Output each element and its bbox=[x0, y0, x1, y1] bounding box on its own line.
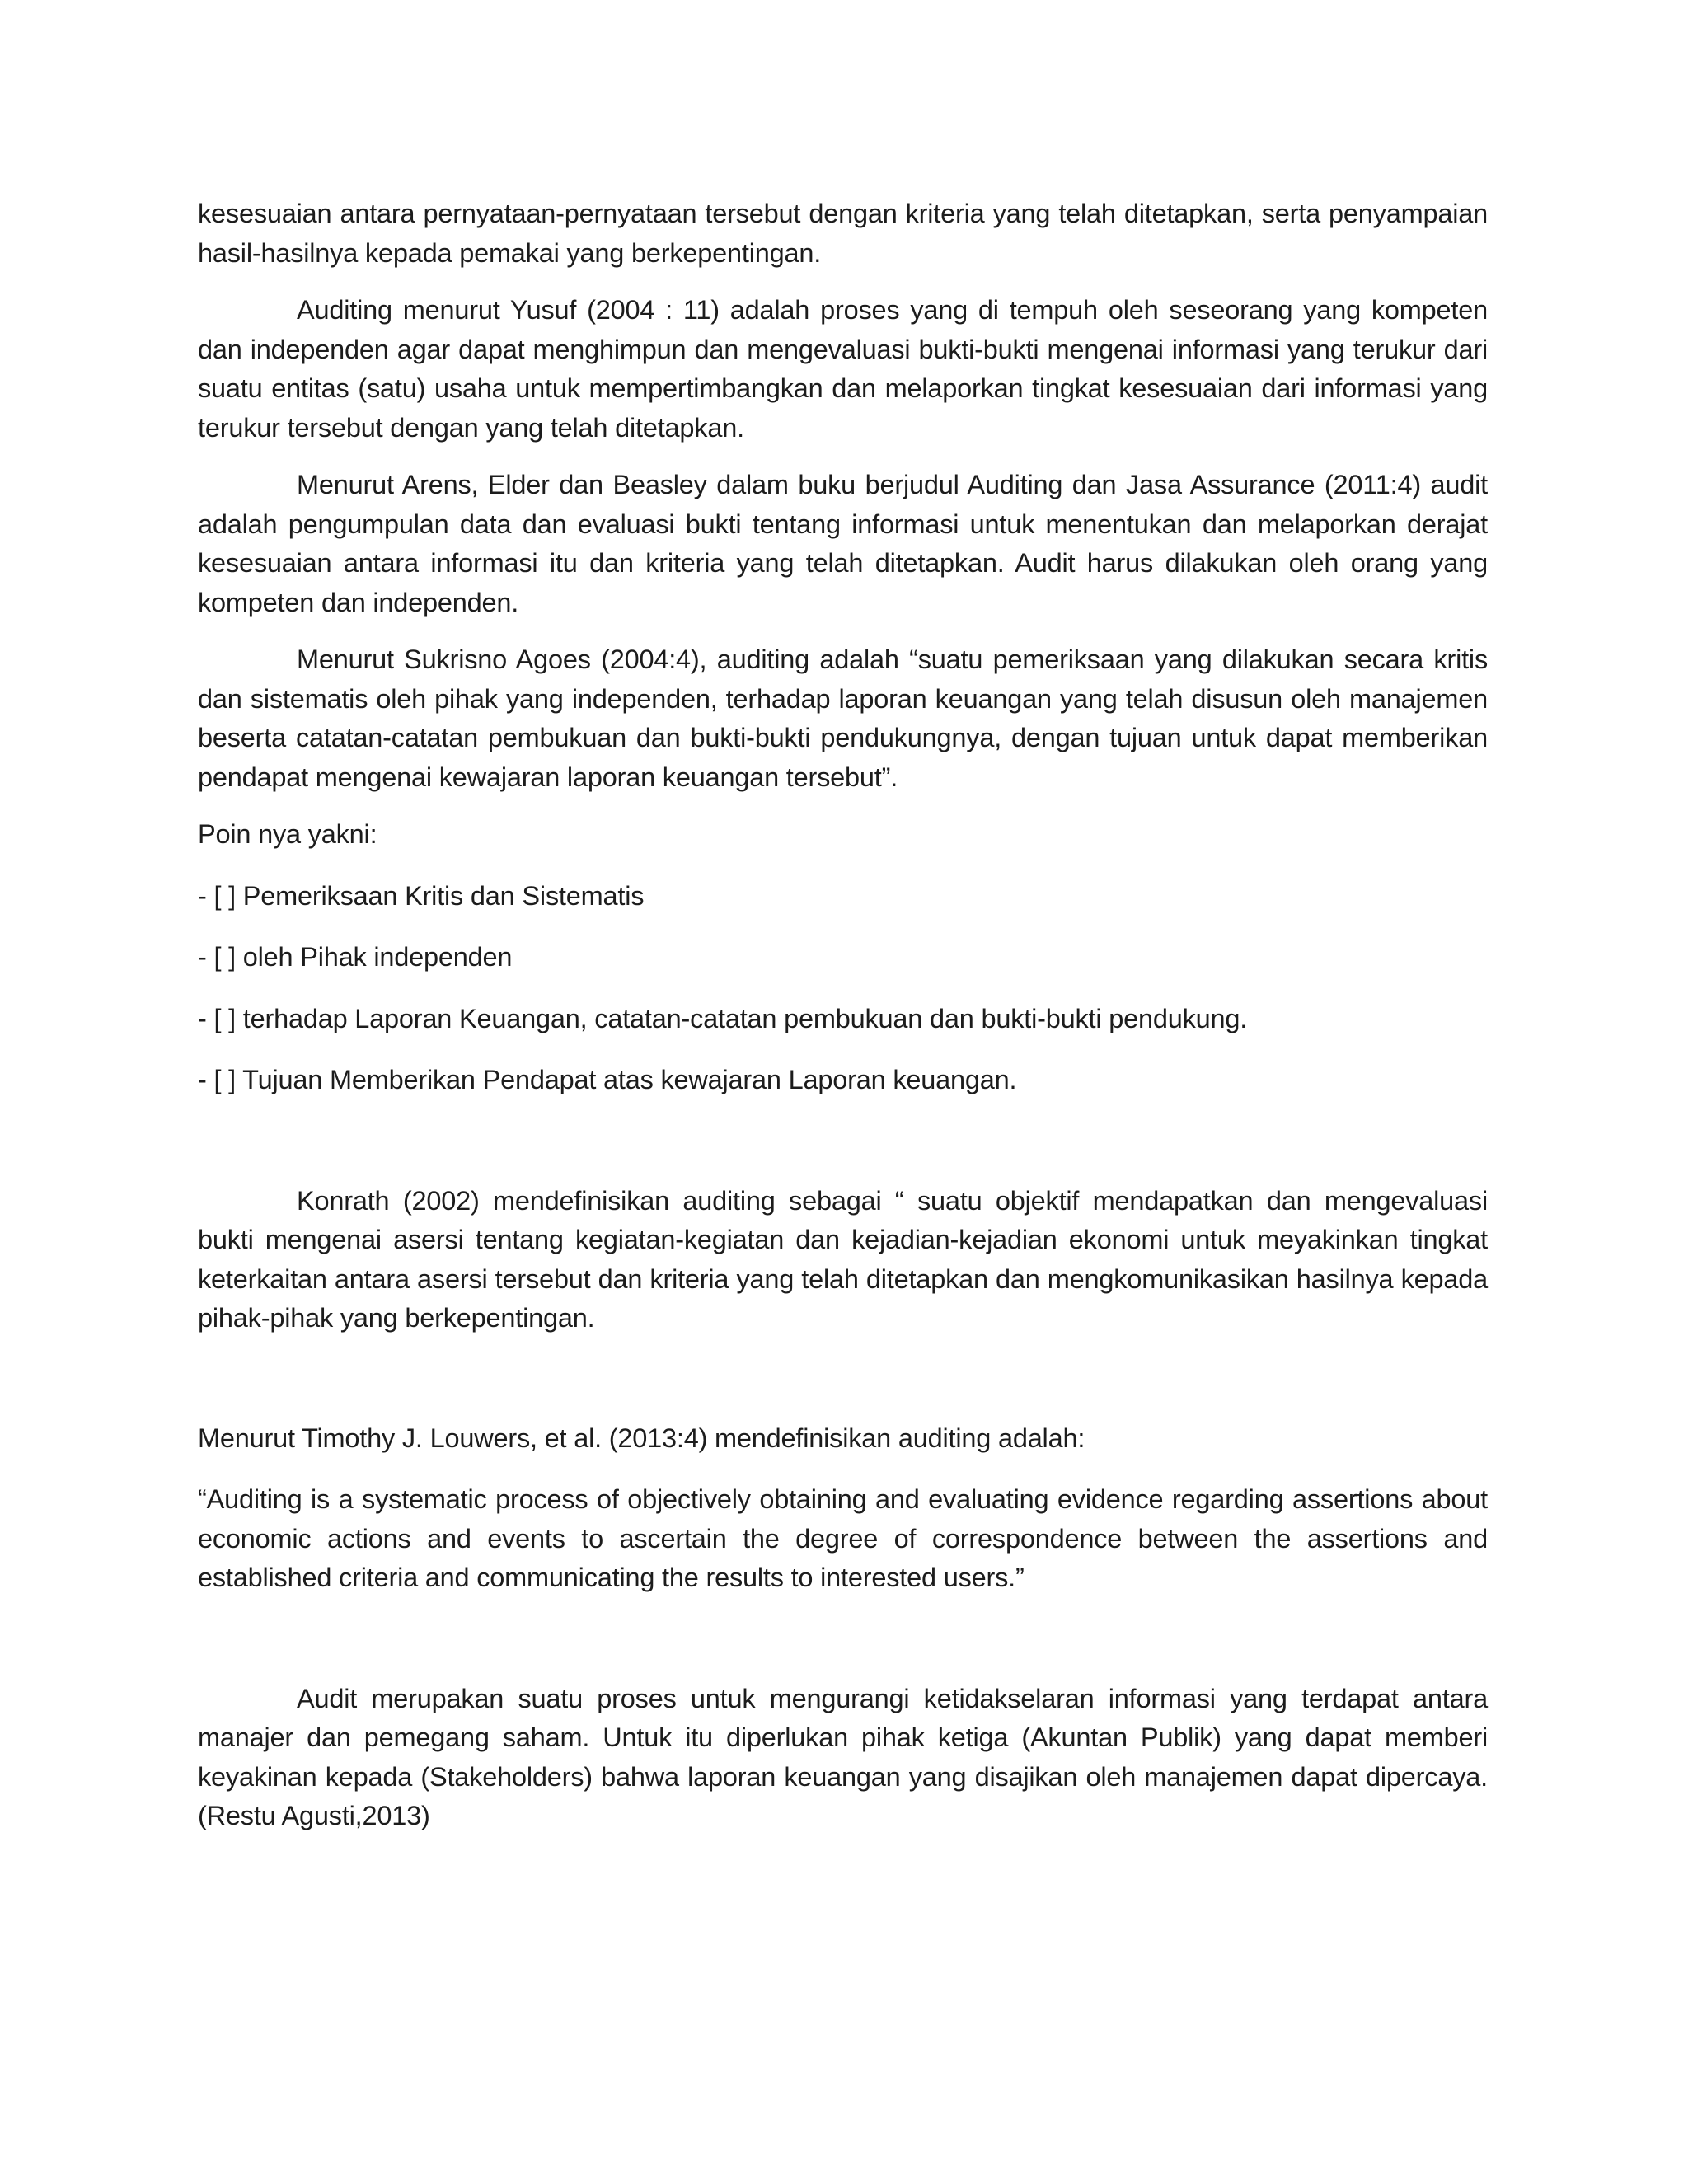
paragraph-6: Menurut Timothy J. Louwers, et al. (2013:4) mendefinisikan auditing adalah: bbox=[198, 1422, 1085, 1453]
paragraph-4: Menurut Sukrisno Agoes (2004:4), auditing adalah “suatu pemeriksaan yang dilakukan secara kritis dan sistematis oleh pihak yang independen, terhadap laporan keuangan yang telah disusun oleh manajemen beserta catatan-catatan pembukuan dan bukti-bukti pendukungnya, dengan tujuan untuk dapat memberikan pendapat mengenai kewajaran laporan keuangan tersebut”. bbox=[198, 644, 1488, 792]
quote-paragraph: “Auditing is a systematic process of objectively obtaining and evaluating evidence regarding assertions about economic actions and events to ascertain the degree of correspondence between the assertions and established criteria and communicating the results to interested users.” bbox=[198, 1484, 1488, 1592]
points-intro: Poin nya yakni: bbox=[198, 819, 377, 849]
document-page bbox=[198, 194, 1488, 1836]
paragraph-5: Konrath (2002) mendefinisikan auditing sebagai “ suatu objektif mendapatkan dan mengevaluasi bukti mengenai asersi tentang kegiatan-kegiatan dan kejadian-kejadian ekonomi untuk meyakinkan tingkat keterkaitan antara asersi tersebut dan kriteria yang telah ditetapkan dan mengkomunikasikan hasilnya kepada pihak-pihak yang berkepentingan. bbox=[198, 1185, 1488, 1333]
point-item-4: - [ ] Tujuan Memberikan Pendapat atas kewajaran Laporan keuangan. bbox=[198, 1065, 1017, 1094]
point-item-3: - [ ] terhadap Laporan Keuangan, catatan-catatan pembukuan dan bukti-bukti pendukung. bbox=[198, 1003, 1248, 1033]
paragraph-1: kesesuaian antara pernyataan-pernyataan tersebut dengan kriteria yang telah ditetapkan, serta penyampaian hasil-hasilnya kepada pemakai yang berkepentingan. bbox=[198, 199, 1488, 268]
paragraph-2: Auditing menurut Yusuf (2004 : 11) adalah proses yang di tempuh oleh seseorang yang kompeten dan independen agar dapat menghimpun dan mengevaluasi bukti-bukti mengenai informasi yang terukur dari suatu entitas (satu) usaha untuk mempertimbangkan dan melaporkan tingkat kesesuaian dari informasi yang terukur tersebut dengan yang telah ditetapkan. bbox=[198, 295, 1488, 443]
paragraph-3: Menurut Arens, Elder dan Beasley dalam buku berjudul Auditing dan Jasa Assurance (2011:4) audit adalah pengumpulan data dan evaluasi bukti tentang informasi untuk menentukan dan melaporkan derajat kesesuaian antara informasi itu dan kriteria yang telah ditetapkan. Audit harus dilakukan oleh orang yang kompeten dan independen. bbox=[198, 470, 1488, 617]
paragraph-8: Audit merupakan suatu proses untuk mengurangi ketidakselaran informasi yang terdapat antara manajer dan pemegang saham. Untuk itu diperlukan pihak ketiga (Akuntan Publik) yang dapat memberi keyakinan kepada (Stakeholders) bahwa laporan keuangan yang disajikan oleh manajemen dapat dipercaya. (Restu Agusti,2013) bbox=[198, 1683, 1488, 1830]
point-item-1: - [ ] Pemeriksaan Kritis dan Sistematis bbox=[198, 880, 645, 911]
point-item-2: - [ ] oleh Pihak independen bbox=[198, 942, 513, 972]
